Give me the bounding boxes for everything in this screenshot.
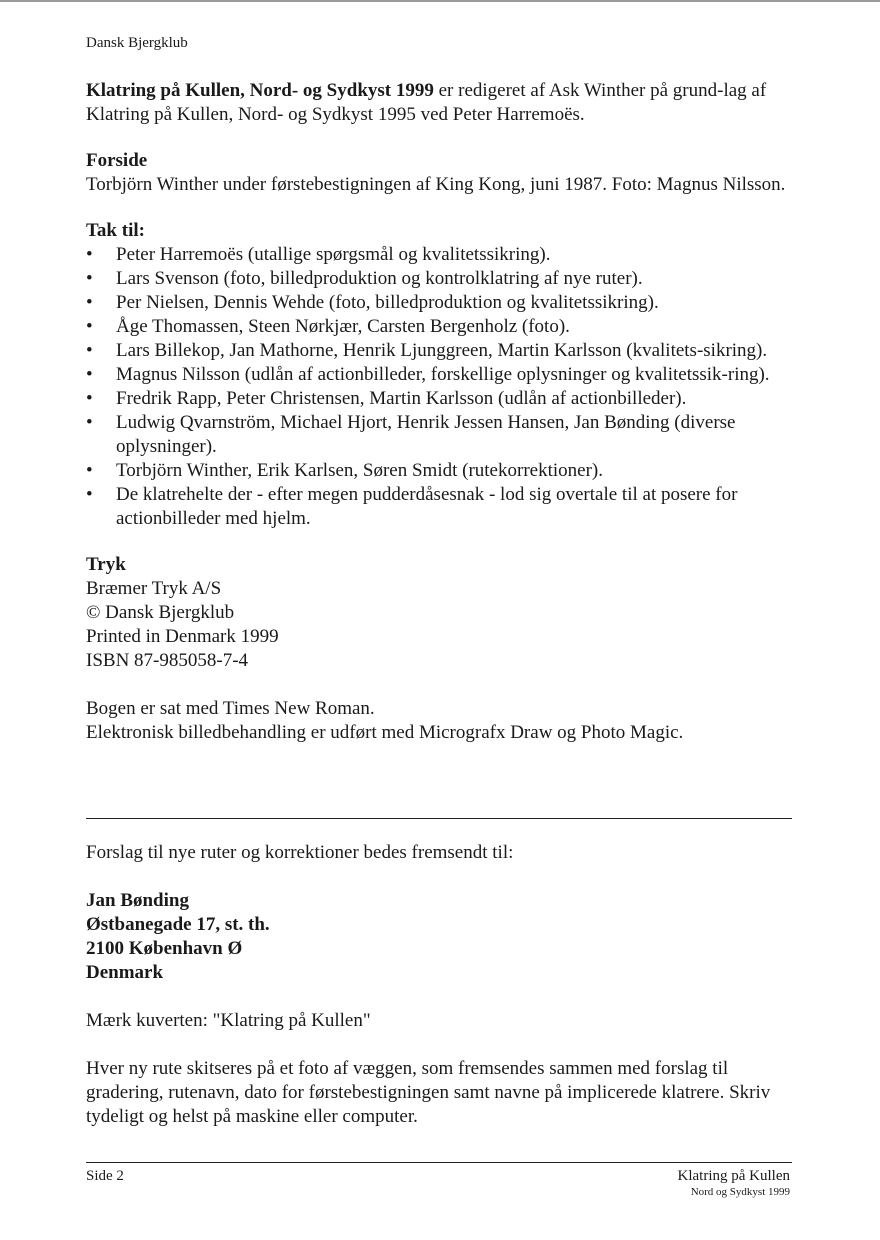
scan-edge [0,0,880,2]
list-item-text: Lars Billekop, Jan Mathorne, Henrik Ljunggreen, Martin Karlsson (kvalitets-sikring). [116,340,768,361]
forside-text: Torbjörn Winther under førstebestigningen af King Kong, juni 1987. Foto: Magnus Nilsson. [86,174,786,195]
address-name: Jan Bønding [86,890,189,911]
address-country: Denmark [86,962,164,983]
list-item-text: Lars Svenson (foto, billedproduktion og kontrolklatring af nye ruter). [116,268,643,289]
tryk-heading: Tryk [86,554,126,575]
bullet-icon: • [86,316,93,337]
bullet-icon: • [86,244,93,265]
list-item-text: Magnus Nilsson (udlån af actionbilleder, forskellige oplysninger og kvalitetssik-ring). [116,364,770,385]
section-divider [86,818,792,819]
footer-subtitle: Nord og Sydkyst 1999 [690,1186,790,1198]
intro-text: er redigeret af Ask Winther på grund-lag af Klatring på Kullen, Nord- og Sydkyst 1995 ved Peter Harremoës. [86,80,767,125]
submission-intro: Forslag til nye ruter og korrektioner bedes fremsendt til: [86,842,514,863]
list-item-text: Per Nielsen, Dennis Wehde (foto, billedproduktion og kvalitetssikring). [116,292,659,313]
footer-title-block [678,1167,790,1199]
list-item [86,315,796,339]
submission-instructions: Hver ny rute skitseres på et foto af væggen, som fremsendes sammen med forslag til gradering, rutenavn, dato for førstebestigningen samt navne på implicerede klatrere. Skriv tydeligt og helst på maskine eller computer. [86,1058,771,1127]
list-item-text: Torbjörn Winther, Erik Karlsen, Søren Smidt (rutekorrektioner). [116,460,603,481]
footer-divider [86,1162,792,1163]
bullet-icon: • [86,484,93,505]
list-item-text: Ludwig Qvarnström, Michael Hjort, Henrik Jessen Hansen, Jan Bønding (diverse oplysninger). [116,412,736,457]
intro-book-title: Klatring på Kullen, Nord- og Sydkyst 1999 [86,80,434,101]
list-item [86,387,796,411]
bullet-icon: • [86,412,93,433]
list-item-text: De klatrehelte der - efter megen pudderdåsesnak - lod sig overtale til at posere for actionbilleder med hjelm. [116,484,738,529]
bullet-icon: • [86,364,93,385]
colophon-software: Elektronisk billedbehandling er udført med Micrografx Draw og Photo Magic. [86,722,684,743]
thanks-list [86,243,796,531]
bullet-icon: • [86,460,93,481]
list-item-text: Fredrik Rapp, Peter Christensen, Martin Karlsson (udlån af actionbilleder). [116,388,687,409]
list-item [86,243,796,267]
list-item [86,459,796,483]
list-item-text: Peter Harremoës (utallige spørgsmål og kvalitetssikring). [116,244,551,265]
isbn-line: ISBN 87-985058-7-4 [86,650,249,671]
printed-line: Printed in Denmark 1999 [86,626,279,647]
copyright-line: © Dansk Bjergklub [86,602,235,623]
printer-line: Bræmer Tryk A/S [86,578,222,599]
bullet-icon: • [86,388,93,409]
address-street: Østbanegade 17, st. th. [86,914,270,935]
main-content [86,79,796,745]
submission-section [86,841,796,1129]
list-item [86,267,796,291]
address-city: 2100 København Ø [86,938,243,959]
forside-heading: Forside [86,150,148,171]
envelope-note: Mærk kuverten: "Klatring på Kullen" [86,1010,371,1031]
list-item [86,339,796,363]
footer-title: Klatring på Kullen [677,1168,790,1184]
list-item [86,291,796,315]
colophon-font: Bogen er sat med Times New Roman. [86,698,375,719]
list-item [86,411,796,459]
page-number: Side 2 [86,1168,124,1184]
intro-paragraph [86,79,796,127]
bullet-icon: • [86,292,93,313]
bullet-icon: • [86,268,93,289]
tak-heading: Tak til: [86,220,145,241]
list-item [86,363,796,387]
running-head: Dansk Bjergklub [86,35,188,51]
list-item [86,483,796,531]
bullet-icon: • [86,340,93,361]
list-item-text: Åge Thomassen, Steen Nørkjær, Carsten Bergenholz (foto). [116,316,570,337]
